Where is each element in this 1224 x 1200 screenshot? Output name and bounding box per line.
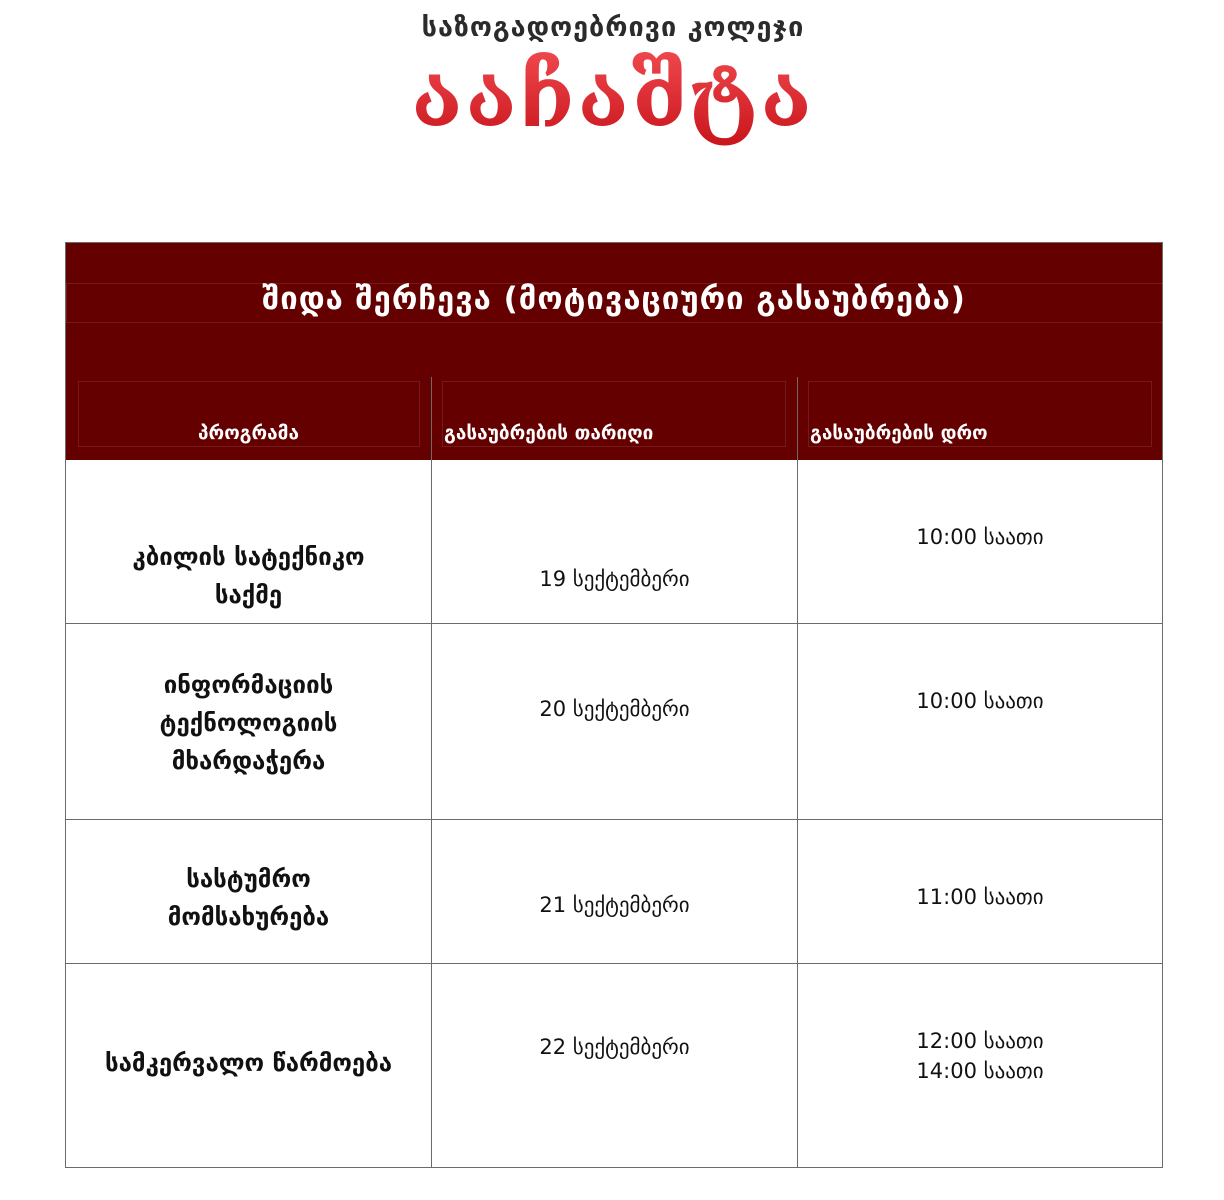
interview-schedule-table [65,242,1163,1168]
interview-time: 12:00 საათი 14:00 საათი [916,1029,1044,1083]
interview-time: 11:00 საათი [916,885,1044,909]
interview-date: 19 სექტემბერი [539,567,690,591]
table-header-row [66,377,1162,460]
program-name: სასტუმრო მომსახურება [167,865,330,931]
table-row [66,460,1162,624]
interview-time: 10:00 საათი [916,525,1044,549]
program-name: კბილის სატექნიკო საქმე [132,543,365,609]
column-header-program: პროგრამა [66,377,431,460]
column-header-date: გასაუბრების თარიღი [432,377,797,460]
interview-date: 20 სექტემბერი [539,697,690,721]
logo-subtitle: საზოგადოებრივი კოლეჯი [421,12,805,43]
table-row [66,820,1162,964]
table-title-band [66,243,1162,377]
logo-wordmark: ააჩაშტა [388,46,838,148]
interview-date: 22 სექტემბერი [539,1035,690,1059]
interview-time: 10:00 საათი [916,689,1044,713]
column-header-time: გასაუბრების დრო [798,377,1162,460]
program-name: სამკერვალო წარმოება [104,1049,393,1077]
table-title: შიდა შერჩევა (მოტივაციური გასაუბრება) [262,281,966,317]
interview-date: 21 სექტემბერი [539,893,690,917]
table-row [66,624,1162,820]
table-row [66,964,1162,1167]
program-name: ინფორმაციის ტექნოლოგიის მხარდაჭერა [159,671,338,775]
